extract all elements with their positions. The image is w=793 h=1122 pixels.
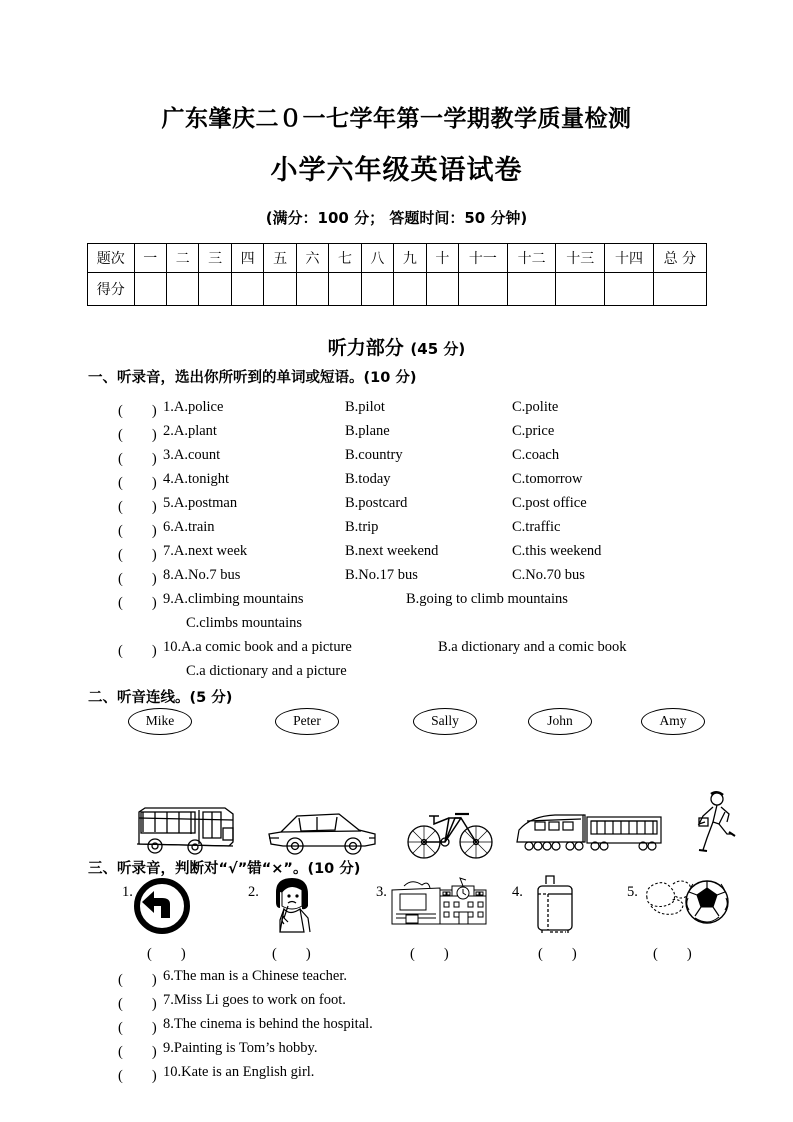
name-oval-peter[interactable]: Peter: [275, 708, 339, 735]
score-cell-11[interactable]: [459, 273, 508, 306]
option-b-7[interactable]: B.next weekend: [345, 543, 439, 559]
page-title-school: 广东肇庆二０一七学年第一学期教学质量检测: [161, 106, 632, 132]
choice-row-7[interactable]: [118, 543, 778, 567]
choice-row-3[interactable]: [118, 447, 778, 471]
option-c-7[interactable]: C.this weekend: [512, 543, 602, 559]
option-a-2[interactable]: 2.A.plant: [163, 423, 217, 439]
soccer-ball-shoes-icon: [643, 876, 729, 933]
answer-paren-pic-3[interactable]: ( ): [410, 946, 449, 962]
score-table-col-10: 十: [426, 244, 458, 273]
running-person-icon: [693, 790, 737, 863]
section-2-heading: 二、听音连线。(5 分): [88, 690, 233, 706]
answer-blank-2[interactable]: ( ): [118, 427, 157, 443]
score-cell-3[interactable]: [199, 273, 231, 306]
bus-icon: [133, 798, 241, 865]
section-3-heading: 三、听录音，判断对“√”错“×”。(10 分): [88, 861, 361, 877]
score-table-col-2: 二: [166, 244, 198, 273]
option-c-6[interactable]: C.traffic: [512, 519, 561, 535]
answer-paren-pic-1[interactable]: ( ): [147, 946, 186, 962]
score-cell-14[interactable]: [605, 273, 654, 306]
option-a-5[interactable]: 5.A.postman: [163, 495, 238, 511]
option-b-9[interactable]: B.going to climb mountains: [406, 591, 568, 607]
answer-blank-stmt-10[interactable]: ( ): [118, 1068, 157, 1084]
option-a-10[interactable]: 10.A.a comic book and a picture: [163, 639, 352, 655]
score-table-score-row: [88, 273, 707, 306]
choice-row-5[interactable]: [118, 495, 778, 519]
score-cell-7[interactable]: [329, 273, 361, 306]
option-b-4[interactable]: B.today: [345, 471, 391, 487]
suitcase-icon: [530, 874, 580, 941]
score-table-col-14: 十四: [605, 244, 654, 273]
answer-blank-stmt-9[interactable]: ( ): [118, 1044, 157, 1060]
answer-blank-4[interactable]: ( ): [118, 475, 157, 491]
statement-text-9[interactable]: 9.Painting is Tom’s hobby.: [163, 1040, 318, 1056]
option-b-5[interactable]: B.postcard: [345, 495, 408, 511]
picture-number-4: 4.: [512, 884, 523, 900]
score-cell-9[interactable]: [394, 273, 426, 306]
picture-number-5: 5.: [627, 884, 638, 900]
score-table-col-7: 七: [329, 244, 361, 273]
answer-blank-1[interactable]: ( ): [118, 403, 157, 419]
score-cell-12[interactable]: [507, 273, 556, 306]
option-b-3[interactable]: B.country: [345, 447, 403, 463]
option-b-8[interactable]: B.No.17 bus: [345, 567, 418, 583]
option-a-9[interactable]: 9.A.climbing mountains: [163, 591, 304, 607]
paper-meta-info: (满分：100 分； 答题时间：50 分钟): [265, 209, 528, 227]
score-table-col-12: 十二: [507, 244, 556, 273]
score-cell-2[interactable]: [166, 273, 198, 306]
listening-part-title: 听力部分: [327, 337, 404, 359]
statement-text-8[interactable]: 8.The cinema is behind the hospital.: [163, 1016, 373, 1032]
answer-paren-pic-5[interactable]: ( ): [653, 946, 692, 962]
option-c-5[interactable]: C.post office: [512, 495, 587, 511]
statement-text-10[interactable]: 10.Kate is an English girl.: [163, 1064, 315, 1080]
score-cell-10[interactable]: [426, 273, 458, 306]
choice-row-4[interactable]: [118, 471, 778, 495]
option-c-8[interactable]: C.No.70 bus: [512, 567, 585, 583]
score-cell-6[interactable]: [296, 273, 328, 306]
option-c-10[interactable]: C.a dictionary and a picture: [186, 663, 347, 679]
choice-row-10-cont[interactable]: [118, 663, 778, 687]
answer-blank-5[interactable]: ( ): [118, 499, 157, 515]
score-cell-1[interactable]: [134, 273, 166, 306]
statement-text-7[interactable]: 7.Miss Li goes to work on foot.: [163, 992, 346, 1008]
score-table-col-5: 五: [264, 244, 296, 273]
bicycle-icon: [405, 804, 495, 865]
score-table-col-1: 一: [134, 244, 166, 273]
score-table-col-6: 六: [296, 244, 328, 273]
picture-number-1: 1.: [122, 884, 133, 900]
option-a-7[interactable]: 7.A.next week: [163, 543, 248, 559]
option-a-4[interactable]: 4.A.tonight: [163, 471, 230, 487]
choice-row-2[interactable]: [118, 423, 778, 447]
answer-blank-stmt-8[interactable]: ( ): [118, 1020, 157, 1036]
name-oval-sally[interactable]: Sally: [413, 708, 477, 735]
listening-part-heading: [0, 333, 793, 360]
answer-blank-6[interactable]: ( ): [118, 523, 157, 539]
option-c-9[interactable]: C.climbs mountains: [186, 615, 302, 631]
option-c-2[interactable]: C.price: [512, 423, 555, 439]
picture-number-2: 2.: [248, 884, 259, 900]
score-table-row-label-questions: 题次: [88, 244, 135, 273]
turn-left-sign-icon: [134, 878, 190, 939]
answer-blank-8[interactable]: ( ): [118, 571, 157, 587]
choice-row-9[interactable]: [118, 591, 778, 615]
choice-row-1[interactable]: [118, 399, 778, 423]
score-table-col-total: 总 分: [653, 244, 706, 273]
option-a-8[interactable]: 8.A.No.7 bus: [163, 567, 241, 583]
page-title-paper: 小学六年级英语试卷: [270, 155, 523, 186]
score-table-row-label-score: 得分: [88, 273, 135, 306]
option-c-1[interactable]: C.polite: [512, 399, 559, 415]
option-c-4[interactable]: C.tomorrow: [512, 471, 583, 487]
choice-row-8[interactable]: [118, 567, 778, 591]
name-oval-john[interactable]: John: [528, 708, 592, 735]
score-table-col-13: 十三: [556, 244, 605, 273]
section-1-heading: 一、听录音，选出你所听到的单词或短语。(10 分): [88, 370, 417, 386]
choice-row-6[interactable]: [118, 519, 778, 543]
option-b-1[interactable]: B.pilot: [345, 399, 385, 415]
score-table-col-8: 八: [361, 244, 393, 273]
name-oval-amy[interactable]: Amy: [641, 708, 705, 735]
picture-number-3: 3.: [376, 884, 387, 900]
option-a-3[interactable]: 3.A.count: [163, 447, 221, 463]
answer-blank-10[interactable]: ( ): [118, 643, 157, 659]
score-table-col-4: 四: [231, 244, 263, 273]
statement-text-6[interactable]: 6.The man is a Chinese teacher.: [163, 968, 348, 984]
answer-blank-stmt-6[interactable]: ( ): [118, 972, 157, 988]
answer-paren-pic-2[interactable]: ( ): [272, 946, 311, 962]
answer-blank-3[interactable]: ( ): [118, 451, 157, 467]
score-cell-5[interactable]: [264, 273, 296, 306]
score-cell-4[interactable]: [231, 273, 263, 306]
score-table-col-11: 十一: [459, 244, 508, 273]
score-table-header-row: [88, 244, 707, 273]
option-b-6[interactable]: B.trip: [345, 519, 379, 535]
train-icon: [513, 808, 665, 861]
score-cell-8[interactable]: [361, 273, 393, 306]
score-table-col-3: 三: [199, 244, 231, 273]
listening-part-points: (45 分): [410, 340, 466, 358]
score-cell-13[interactable]: [556, 273, 605, 306]
choice-row-10[interactable]: [118, 639, 778, 663]
option-c-3[interactable]: C.coach: [512, 447, 560, 463]
choice-row-9-cont[interactable]: [118, 615, 778, 639]
answer-blank-9[interactable]: ( ): [118, 595, 157, 611]
answer-paren-pic-4[interactable]: ( ): [538, 946, 577, 962]
building-with-clock-icon: [390, 876, 490, 937]
option-b-10[interactable]: B.a dictionary and a comic book: [438, 639, 627, 655]
name-oval-mike[interactable]: Mike: [128, 708, 192, 735]
option-a-6[interactable]: 6.A.train: [163, 519, 215, 535]
answer-blank-stmt-7[interactable]: ( ): [118, 996, 157, 1012]
score-cell-total[interactable]: [653, 273, 706, 306]
answer-blank-7[interactable]: ( ): [118, 547, 157, 563]
option-a-1[interactable]: 1.A.police: [163, 399, 224, 415]
score-table: [87, 243, 707, 306]
score-table-col-9: 九: [394, 244, 426, 273]
crying-girl-icon: [262, 876, 320, 939]
option-b-2[interactable]: B.plane: [345, 423, 390, 439]
